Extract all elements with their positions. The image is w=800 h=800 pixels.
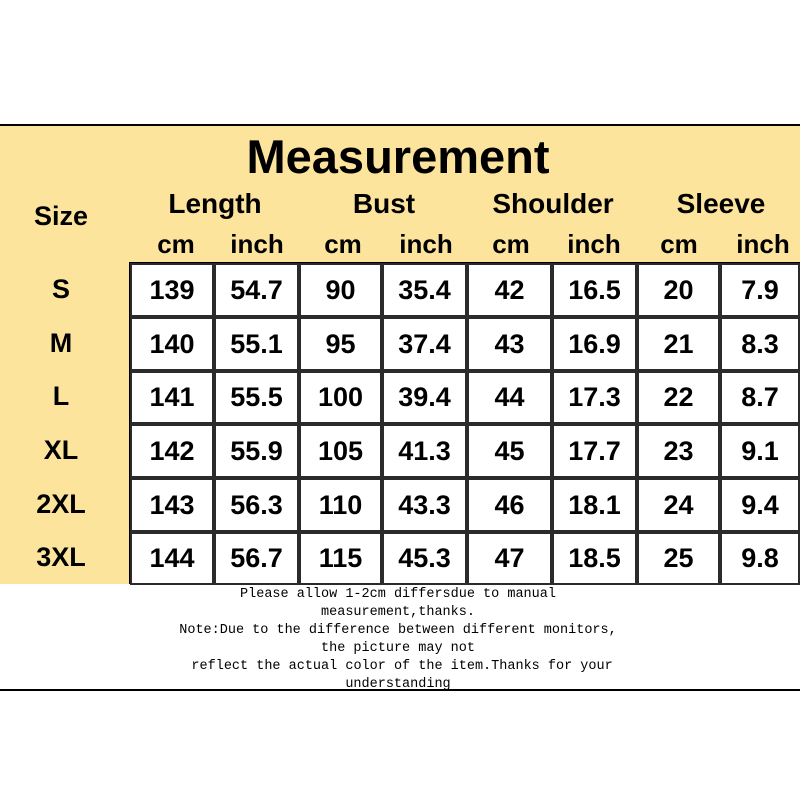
- unit-header-shoulder-cm: cm: [492, 229, 530, 259]
- column-group-shoulder: Shoulder: [492, 188, 614, 219]
- table-cell: 25: [637, 532, 720, 585]
- table-cell: 55.5: [214, 371, 299, 424]
- unit-header-bust-inch: inch: [399, 229, 453, 259]
- note-line: the picture may not: [321, 641, 475, 656]
- table-cell: 23: [637, 424, 720, 478]
- size-label: M: [49, 328, 73, 358]
- table-cell: 55.9: [214, 424, 299, 478]
- size-label: XL: [43, 435, 79, 465]
- size-chart: [0, 124, 800, 691]
- unit-header-length-inch: inch: [230, 229, 284, 259]
- table-cell: 143: [130, 478, 214, 532]
- table-cell: 16.9: [552, 317, 637, 371]
- unit-header-sleeve-inch: inch: [736, 229, 790, 259]
- table-cell: 140: [130, 317, 214, 371]
- table-cell: 43: [467, 317, 552, 371]
- table-cell: 35.4: [382, 263, 467, 317]
- size-label: S: [51, 274, 70, 304]
- unit-header-sleeve-cm: cm: [660, 229, 698, 259]
- table-cell: 56.7: [214, 532, 299, 585]
- table-cell: 17.3: [552, 371, 637, 424]
- note-line: reflect the actual color of the item.Thanks for your: [183, 659, 613, 674]
- table-cell: 22: [637, 371, 720, 424]
- size-column-header: Size: [33, 201, 89, 231]
- table-cell: 56.3: [214, 478, 299, 532]
- note-line: measurement,thanks.: [321, 605, 475, 620]
- table-cell: 90: [299, 263, 382, 317]
- table-cell: 100: [299, 371, 382, 424]
- table-cell: 39.4: [382, 371, 467, 424]
- table-cell: 8.3: [720, 317, 800, 371]
- table-cell: 45.3: [382, 532, 467, 585]
- note-line: Note:Due to the difference between different monitors,: [179, 623, 617, 638]
- table-cell: 115: [299, 532, 382, 585]
- table-cell: 20: [637, 263, 720, 317]
- table-cell: 144: [130, 532, 214, 585]
- table-cell: 105: [299, 424, 382, 478]
- table-cell: 95: [299, 317, 382, 371]
- table-cell: 141: [130, 371, 214, 424]
- table-cell: 54.7: [214, 263, 299, 317]
- column-group-bust: Bust: [352, 188, 416, 219]
- table-cell: 46: [467, 478, 552, 532]
- table-cell: 9.8: [720, 532, 800, 585]
- column-group-length: Length: [168, 188, 262, 219]
- table-cell: 16.5: [552, 263, 637, 317]
- table-cell: 43.3: [382, 478, 467, 532]
- note-line: understanding: [345, 677, 451, 692]
- table-cell: 17.7: [552, 424, 637, 478]
- table-cell: 37.4: [382, 317, 467, 371]
- table-cell: 9.4: [720, 478, 800, 532]
- table-cell: 142: [130, 424, 214, 478]
- column-group-sleeve: Sleeve: [676, 188, 766, 219]
- table-cell: 45: [467, 424, 552, 478]
- table-cell: 9.1: [720, 424, 800, 478]
- table-cell: 47: [467, 532, 552, 585]
- table-cell: 18.1: [552, 478, 637, 532]
- table-cell: 42: [467, 263, 552, 317]
- table-cell: 139: [130, 263, 214, 317]
- table-cell: 55.1: [214, 317, 299, 371]
- size-column: [0, 262, 130, 584]
- table-cell: 41.3: [382, 424, 467, 478]
- unit-header-shoulder-inch: inch: [567, 229, 621, 259]
- table-cell: 24: [637, 478, 720, 532]
- table-cell: 21: [637, 317, 720, 371]
- table-cell: 18.5: [552, 532, 637, 585]
- chart-header: [0, 126, 800, 263]
- size-label: L: [52, 381, 70, 411]
- table-cell: 8.7: [720, 371, 800, 424]
- chart-title: Measurement: [246, 130, 550, 183]
- size-label: 3XL: [36, 542, 86, 572]
- table-cell: 110: [299, 478, 382, 532]
- size-label: 2XL: [36, 489, 86, 519]
- disclaimer-note: [0, 586, 796, 694]
- unit-header-bust-cm: cm: [324, 229, 362, 259]
- note-line: Please allow 1-2cm differsdue to manual: [240, 587, 556, 602]
- table-cell: 7.9: [720, 263, 800, 317]
- table-cell: 44: [467, 371, 552, 424]
- unit-header-length-cm: cm: [157, 229, 195, 259]
